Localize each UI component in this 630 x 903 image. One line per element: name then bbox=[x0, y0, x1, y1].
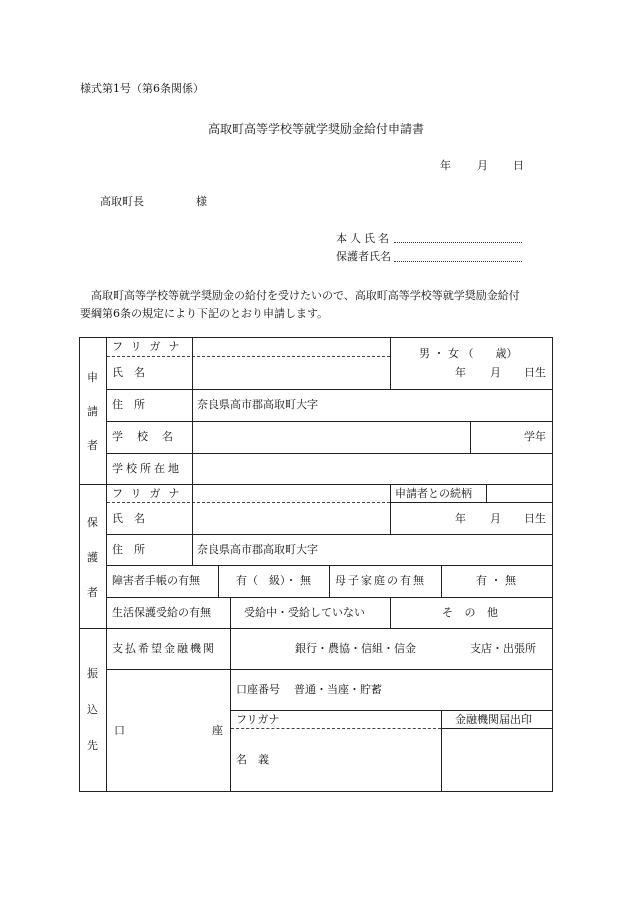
transfer-branch-types: 支店・出張所 bbox=[470, 642, 536, 655]
applicant-name-field-label: 氏 名 bbox=[112, 366, 145, 379]
date-day: 日 bbox=[513, 159, 524, 172]
guardian-welfare-value: 受給中・受給していない bbox=[244, 606, 365, 619]
transfer-account-types: 普通・当座・貯蓄 bbox=[294, 683, 382, 696]
body-text-line-1: 高取町高等学校等就学奨励金の給付を受けたいので、高取町高等学校等就学奨励金給付 bbox=[91, 289, 520, 302]
guardian-address-value: 奈良県高市郡高取町大字 bbox=[197, 543, 318, 556]
transfer-furigana-label: フリガナ bbox=[236, 713, 280, 726]
guardian-furigana-label: フリガナ bbox=[112, 487, 188, 500]
applicant-name-line bbox=[394, 242, 522, 243]
applicant-birth-year: 年 bbox=[455, 366, 466, 379]
guardian-section-label-1: 保 bbox=[87, 516, 98, 529]
form-number: 様式第1号（第6条関係） bbox=[80, 82, 204, 95]
applicant-school-label: 学校名 bbox=[112, 430, 187, 443]
honorific: 様 bbox=[196, 195, 207, 208]
applicant-name-label: 本人氏名 bbox=[336, 232, 392, 245]
guardian-section-label-3: 者 bbox=[87, 586, 98, 599]
transfer-holder-label: 名 義 bbox=[236, 753, 269, 766]
applicant-section-label-1: 申 bbox=[87, 371, 98, 384]
transfer-section-label-3: 先 bbox=[87, 739, 98, 752]
guardian-other-label: そ の 他 bbox=[442, 606, 502, 619]
transfer-seal-area[interactable] bbox=[443, 730, 550, 789]
transfer-account-label-2: 座 bbox=[212, 724, 223, 737]
applicant-gender-age: 男 ・ 女 （ 歳） bbox=[419, 347, 518, 360]
applicant-school-field[interactable] bbox=[194, 423, 468, 451]
guardian-furigana-field[interactable] bbox=[194, 486, 389, 501]
applicant-birth-day: 日生 bbox=[524, 366, 546, 379]
transfer-account-label-1: 口 bbox=[114, 724, 125, 737]
applicant-name-field[interactable] bbox=[194, 358, 389, 388]
document-title: 高取町高等学校等就学奨励金給付申請書 bbox=[208, 122, 425, 136]
date-year: 年 bbox=[440, 159, 451, 172]
applicant-grade-label: 学年 bbox=[524, 430, 546, 443]
guardian-birth-day: 日生 bbox=[524, 512, 546, 525]
guardian-address-label: 住 所 bbox=[112, 543, 145, 556]
transfer-seal-label: 金融機関届出印 bbox=[455, 713, 532, 726]
guardian-section-label-2: 護 bbox=[87, 551, 98, 564]
date-month: 月 bbox=[477, 159, 488, 172]
applicant-furigana-label: フリガナ bbox=[112, 340, 188, 353]
guardian-single-parent-value: 有 ・ 無 bbox=[476, 574, 516, 587]
body-text-line-2: 要綱第6条の規定により下記のとおり申請します。 bbox=[80, 307, 329, 320]
transfer-bank-types: 銀行・農協・信組・信金 bbox=[295, 642, 416, 655]
applicant-furigana-field[interactable] bbox=[194, 339, 389, 355]
transfer-bank-label: 支払希望金融機関 bbox=[112, 642, 216, 655]
guardian-birth-year: 年 bbox=[455, 512, 466, 525]
applicant-section-label-2: 請 bbox=[87, 405, 98, 418]
guardian-birth-month: 月 bbox=[490, 512, 501, 525]
guardian-disability-label: 障害者手帳の有無 bbox=[112, 574, 200, 587]
guardian-single-parent-label: 母子家庭の有無 bbox=[335, 574, 426, 587]
guardian-name-line bbox=[394, 261, 522, 262]
transfer-account-number-label: 口座番号 bbox=[236, 683, 280, 696]
guardian-name-label: 保護者氏名 bbox=[336, 250, 391, 263]
applicant-birth-month: 月 bbox=[490, 366, 501, 379]
applicant-address-value: 奈良県高市郡高取町大字 bbox=[197, 398, 318, 411]
addressee: 高取町長 bbox=[100, 195, 144, 208]
transfer-holder-field[interactable] bbox=[290, 732, 438, 788]
transfer-furigana-field[interactable] bbox=[300, 712, 438, 727]
guardian-disability-value: 有（ 級）・ 無 bbox=[236, 574, 311, 587]
applicant-address-label: 住 所 bbox=[112, 398, 145, 411]
guardian-welfare-label: 生活保護受給の有無 bbox=[112, 606, 211, 619]
applicant-school-address-label: 学校所在地 bbox=[112, 462, 182, 475]
transfer-section-label-1: 振 bbox=[87, 667, 98, 680]
applicant-school-address-field[interactable] bbox=[194, 455, 550, 483]
guardian-name-field[interactable] bbox=[194, 504, 389, 533]
guardian-relation-label: 申請者との続柄 bbox=[395, 487, 472, 500]
applicant-section-label-3: 者 bbox=[87, 439, 98, 452]
transfer-section-label-2: 込 bbox=[87, 703, 98, 716]
guardian-relation-field[interactable] bbox=[488, 486, 550, 501]
guardian-name-field-label: 氏 名 bbox=[112, 512, 145, 525]
